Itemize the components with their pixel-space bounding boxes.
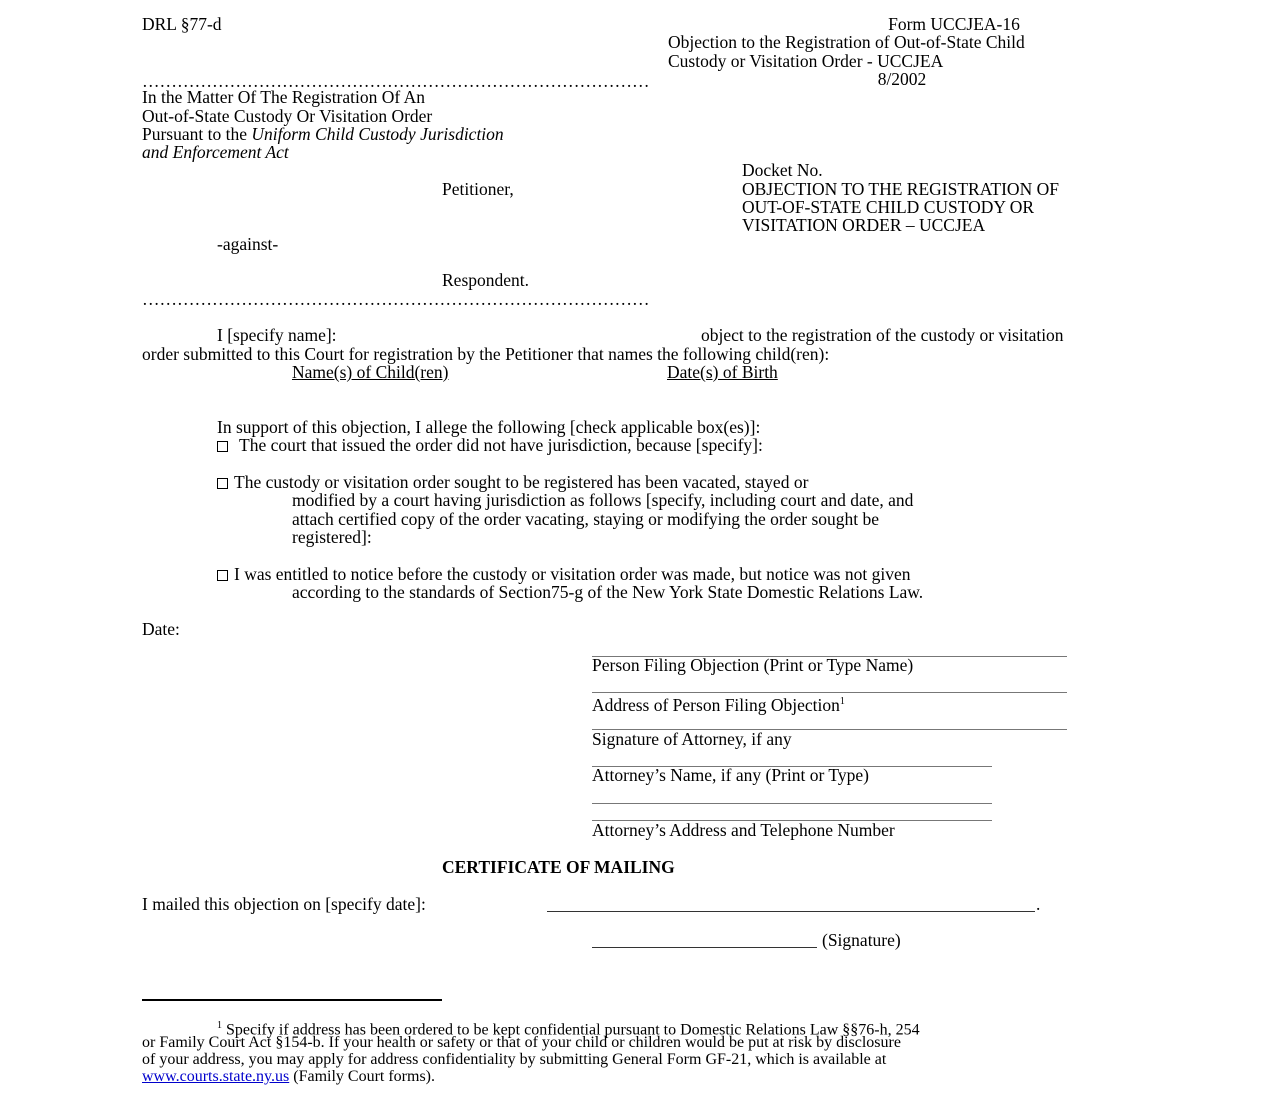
matter-line3-prefix: Pursuant to the: [142, 124, 252, 144]
matter-line1: In the Matter Of The Registration Of An: [142, 87, 426, 107]
form-number: Form UCCJEA-16: [888, 14, 1020, 34]
act-name-part1: Uniform Child Custody Jurisdiction: [251, 124, 504, 144]
option-vacated[interactable]: [217, 473, 808, 491]
footnote-line4: [142, 1068, 435, 1085]
form-title-line2: Custody or Visitation Order - UCCJEA: [668, 51, 944, 71]
act-name-part2: and Enforcement Act: [142, 142, 289, 162]
option-no-jurisdiction[interactable]: [217, 436, 763, 454]
address-caption-text: Address of Person Filing Objection: [592, 694, 840, 715]
attorney-address-caption: Attorney’s Address and Telephone Number: [592, 820, 895, 840]
mailed-statement-period: .: [1036, 894, 1041, 914]
matter-line3: [142, 125, 504, 143]
attorney-address-line1[interactable]: [592, 803, 992, 804]
caption-bottom-dots: ……………………………………………………………………………: [142, 290, 650, 309]
support-intro: In support of this objection, I allege the following [check applicable box(es)]:: [217, 417, 761, 437]
checkbox-vacated[interactable]: [217, 478, 228, 489]
footnote-separator: [142, 999, 442, 1001]
option-vacated-line2: modified by a court having jurisdiction as follows [specify, including court and date, and: [292, 490, 914, 510]
children-names-header: Name(s) of Child(ren): [292, 362, 449, 382]
option-no-jurisdiction-label: The court that issued the order did not have jurisdiction, because [specify]:: [239, 435, 763, 455]
mailed-statement: I mailed this objection on [specify date]:: [142, 894, 426, 914]
birth-dates-header: Date(s) of Birth: [667, 362, 778, 382]
signature-label: (Signature): [822, 930, 901, 950]
footnote-line3: of your address, you may apply for address confidentiality by submitting General Form GF-21, which is available at: [142, 1051, 887, 1068]
attorney-name-caption: Attorney’s Name, if any (Print or Type): [592, 765, 869, 785]
matter-line2: Out-of-State Custody Or Visitation Order: [142, 106, 433, 126]
objection-statement-cont: order submitted to this Court for registration by the Petitioner that names the following child(ren):: [142, 344, 830, 364]
person-name-caption: Person Filing Objection (Print or Type Name): [592, 655, 914, 675]
respondent-label: Respondent.: [442, 270, 530, 290]
form-date: 8/2002: [877, 69, 927, 89]
option-no-notice-label: I was entitled to notice before the custody or visitation order was made, but notice was not given: [234, 564, 911, 584]
attorney-signature-caption: Signature of Attorney, if any: [592, 729, 792, 749]
certificate-heading: CERTIFICATE OF MAILING: [442, 857, 675, 877]
caption-top-dots: ……………………………………………………………………………: [142, 72, 650, 91]
courts-website-link[interactable]: www.courts.state.ny.us: [142, 1068, 290, 1085]
docket-number-label: Docket No.: [742, 160, 823, 180]
statute-reference: DRL §77-d: [142, 14, 222, 34]
against-label: -against-: [217, 234, 279, 254]
address-caption: [592, 693, 845, 714]
objection-statement: object to the registration of the custody or visitation: [701, 325, 1064, 345]
option-no-notice-line2: according to the standards of Section75-g of the New York State Domestic Relations Law.: [292, 582, 924, 602]
option-vacated-label: The custody or visitation order sought to be registered has been vacated, stayed or: [234, 472, 809, 492]
mailing-date-line[interactable]: [547, 911, 1035, 912]
checkbox-no-notice[interactable]: [217, 570, 228, 581]
document-title-line3: VISITATION ORDER – UCCJEA: [742, 215, 986, 235]
document-title-line1: OBJECTION TO THE REGISTRATION OF: [742, 179, 1059, 199]
checkbox-no-jurisdiction[interactable]: [217, 441, 228, 452]
footnote-reference: 1: [839, 696, 845, 707]
objector-name-label: I [specify name]:: [217, 325, 337, 345]
document-title-line2: OUT-OF-STATE CHILD CUSTODY OR: [742, 197, 1035, 217]
petitioner-label: Petitioner,: [442, 179, 514, 199]
footnote-mark: 1: [217, 1020, 222, 1031]
option-vacated-line4: registered]:: [292, 527, 372, 547]
footnote-line2: or Family Court Act §154-b. If your health or safety or that of your child or children would be put at risk by disclosure: [142, 1034, 901, 1051]
footnote-line1-text: Specify if address has been ordered to be kept confidential pursuant to Domestic Relations Law §§76-h, 254: [222, 1021, 920, 1039]
date-label: Date:: [142, 619, 180, 639]
form-title-line1: Objection to the Registration of Out-of-State Child: [668, 32, 1025, 52]
mailing-signature-line[interactable]: [592, 947, 817, 948]
option-vacated-line3: attach certified copy of the order vacating, staying or modifying the order sought be: [292, 509, 880, 529]
option-no-notice[interactable]: [217, 565, 910, 583]
footnote-line4-rest: (Family Court forms).: [289, 1068, 435, 1085]
